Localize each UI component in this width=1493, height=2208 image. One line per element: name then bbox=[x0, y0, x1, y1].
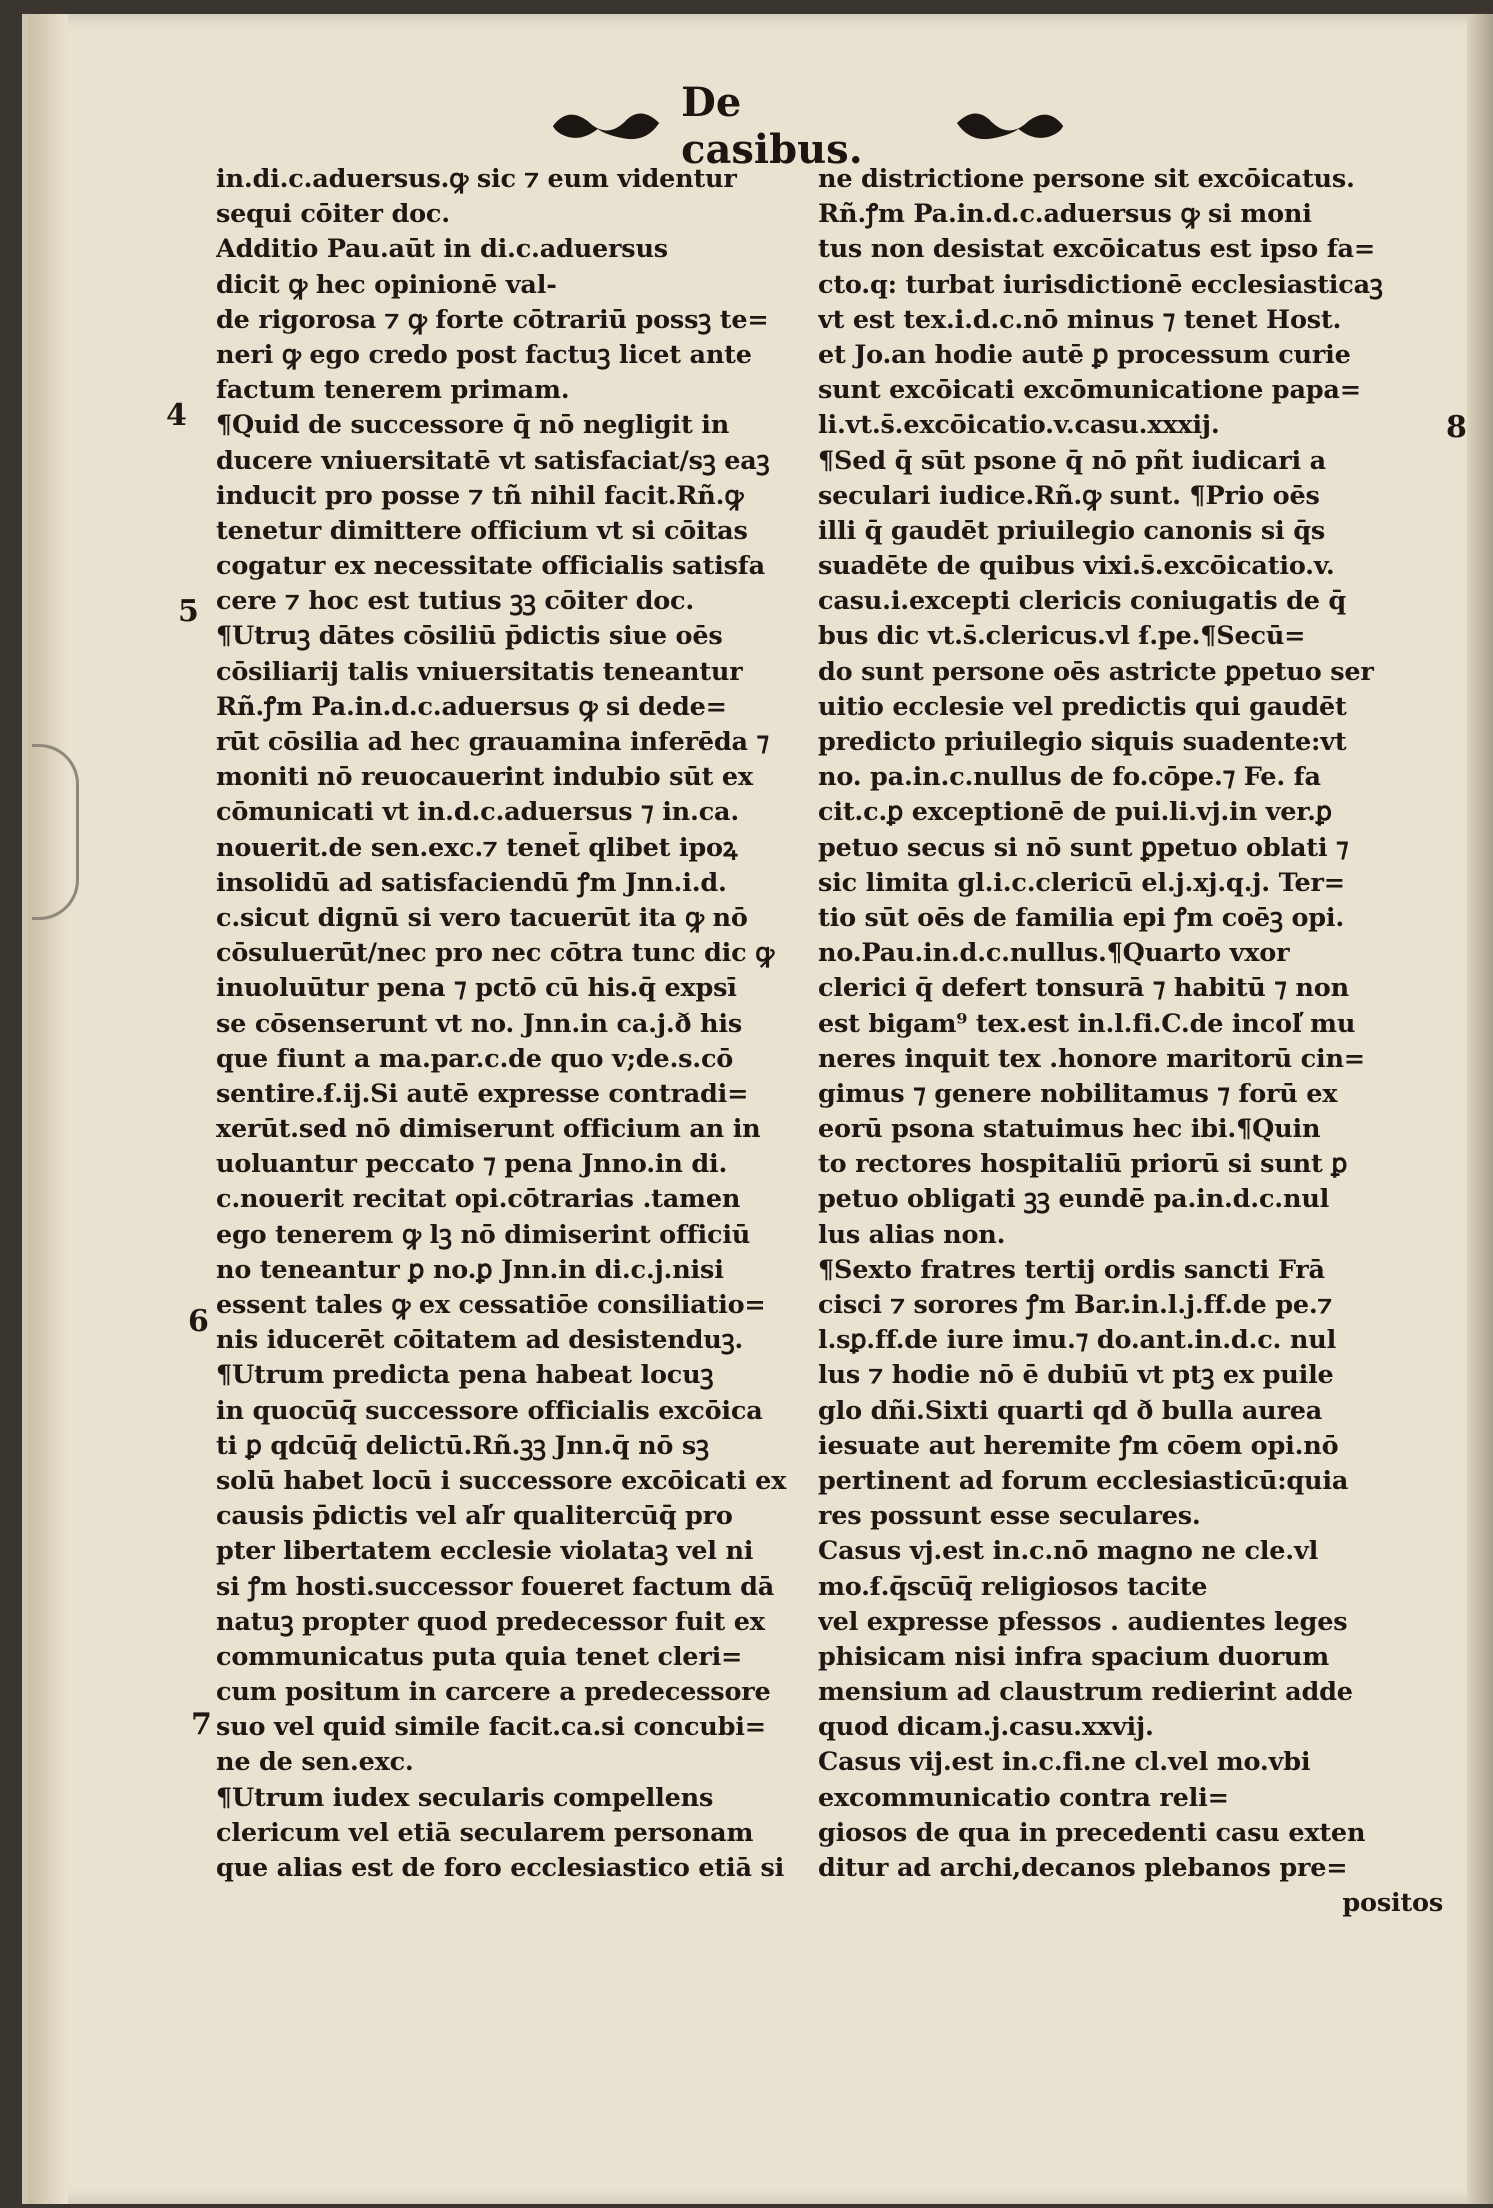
text-line: c.nouerit recitat opi.cōtrarias .tamen bbox=[216, 1184, 741, 1215]
text-line: Rñ.ꝭm Pa.in.d.c.aduersus ꝙ si dede= bbox=[216, 691, 727, 722]
left-ornament-icon bbox=[548, 101, 667, 151]
text-line: no teneantur ꝑ no.ꝑ Jnn.in di.c.j.nisi bbox=[216, 1254, 724, 1285]
text-line: petuo obligati ꝫꝫ eundē pa.in.d.c.nul bbox=[818, 1184, 1330, 1215]
text-line: phisicam nisi infra spacium duorum bbox=[818, 1641, 1330, 1672]
text-line: tus non desistat excōicatus est ipso fa= bbox=[818, 234, 1376, 265]
text-line: inuoluūtur pena ⁊ pctō cū his.q̄ expsī bbox=[216, 973, 737, 1004]
text-line: petuo secus si nō sunt ꝑpetuo oblati ⁊ bbox=[818, 832, 1349, 863]
text-line: gimus ⁊ genere nobilitamus ⁊ forū ex bbox=[818, 1078, 1338, 1109]
text-line: suo vel quid simile facit.ca.si concubi= bbox=[216, 1712, 766, 1743]
text-line: solū habet locū i successore excōicati ex bbox=[216, 1465, 787, 1496]
text-line: factum tenerem primam. bbox=[216, 375, 570, 406]
text-line: ¶Utrum iudex secularis compellens bbox=[216, 1782, 714, 1813]
text-line: ditur ad archi,decanos plebanos pre= bbox=[818, 1853, 1348, 1883]
right-text-column bbox=[818, 162, 1443, 1921]
text-line: se cōsenserunt vt no. Jnn.in ca.j.ð his bbox=[216, 1008, 743, 1039]
text-line: eorū psona statuimus hec ibi.¶Quin bbox=[818, 1114, 1321, 1145]
text-line: pertinent ad forum ecclesiasticū:quia bbox=[818, 1465, 1349, 1496]
page-spine-shadow bbox=[28, 14, 68, 2204]
text-line: uoluantur peccato ⁊ pena Jnno.in di. bbox=[216, 1149, 728, 1180]
text-line: casu.i.excepti clericis coniugatis de q̄ bbox=[818, 586, 1347, 617]
text-line: xerūt.sed nō dimiserunt officium an in bbox=[216, 1114, 761, 1145]
page-edge bbox=[1467, 14, 1493, 2204]
right-ornament-icon bbox=[949, 101, 1068, 151]
text-line: insolidū ad satisfaciendū ꝭm Jnn.i.d. bbox=[216, 867, 727, 898]
text-line: vel expresse pfessos . audientes leges bbox=[818, 1606, 1348, 1637]
text-line: communicatus puta quia tenet cleri= bbox=[216, 1641, 743, 1672]
text-line: neres inquit tex .honore maritorū cin= bbox=[818, 1043, 1365, 1074]
text-line: cum positum in carcere a predecessore bbox=[216, 1677, 771, 1708]
text-line: cōsiliarij talis vniuersitatis teneantur bbox=[216, 656, 743, 687]
header-title: De casibus. bbox=[681, 79, 863, 173]
text-line: res possunt esse seculares. bbox=[818, 1501, 1201, 1532]
left-text-column bbox=[216, 162, 826, 1886]
text-line: cere ⁊ hoc est tutius ꝫꝫ cōiter doc. bbox=[216, 586, 695, 617]
text-line: si ꝭm hosti.successor foueret factum dā bbox=[216, 1571, 775, 1602]
text-line: est bigam⁹ tex.est in.l.fi.C.de incol̕ mu bbox=[818, 1008, 1356, 1039]
text-line: seculari iudice.Rñ.ꝙ sunt. ¶Prio oēs bbox=[818, 480, 1320, 511]
text-line: glo dñi.Sixti quarti qd ð bulla aurea bbox=[818, 1395, 1323, 1426]
text-line: cit.c.ꝑ exceptionē de pui.li.vj.in ver.ꝑ bbox=[818, 797, 1332, 828]
text-line: sentire.ẜ.ij.Si autē expresse contradi= bbox=[216, 1078, 749, 1109]
text-line: tio sūt oēs de familia epi ꝭm coēꝫ opi. bbox=[818, 902, 1345, 933]
text-line: lus alias non. bbox=[818, 1219, 1006, 1250]
text-line: positos bbox=[1342, 1888, 1443, 1919]
text-line: clericum vel etiā secularem personam bbox=[216, 1817, 754, 1848]
text-line: illi q̄ gaudēt priuilegio canonis si q̄s bbox=[818, 515, 1325, 546]
text-line: mensium ad claustrum redierint adde bbox=[818, 1677, 1353, 1708]
text-line: que alias est de foro ecclesiastico etiā si bbox=[216, 1853, 785, 1883]
text-line: excommunicatio contra reli= bbox=[818, 1782, 1229, 1813]
text-line: in.di.c.aduersus.ꝙ sic ⁊ eum videntur bbox=[216, 164, 737, 194]
margin-number-5: 5 bbox=[178, 594, 199, 629]
text-line: cōmunicati vt in.d.c.aduersus ⁊ in.ca. bbox=[216, 797, 740, 828]
running-header bbox=[548, 79, 1068, 173]
text-line: iesuate aut heremite ꝭm cōem opi.nō bbox=[818, 1430, 1339, 1461]
text-line: mo.ẜ.q̄scūq̄ religiosos tacite bbox=[818, 1571, 1208, 1602]
text-line: Rñ.ꝭm Pa.in.d.c.aduersus ꝙ si moni bbox=[818, 199, 1312, 230]
text-line: ¶Utrum predicta pena habeat locuꝫ bbox=[216, 1360, 714, 1391]
text-line: natuꝫ propter quod predecessor fuit ex bbox=[216, 1606, 765, 1637]
text-line: no.Pau.in.d.c.nullus.¶Quarto vxor bbox=[818, 938, 1290, 969]
text-line: que fiunt a ma.par.c.de quo v;de.s.cō bbox=[216, 1043, 734, 1074]
margin-number-6: 6 bbox=[188, 1304, 209, 1339]
text-line: in quocūq̄ successore officialis excōica bbox=[216, 1395, 763, 1426]
clasp-outline bbox=[32, 744, 79, 920]
book-page bbox=[22, 14, 1493, 2204]
margin-number-4: 4 bbox=[166, 398, 187, 433]
margin-number-8: 8 bbox=[1446, 410, 1467, 445]
text-line: ducere vniuersitatē vt satisfaciat/sꝫ eaꝫ bbox=[216, 445, 770, 476]
text-line: li.vt.s̄.excōicatio.v.casu.xxxij. bbox=[818, 410, 1220, 441]
text-line: ne districtione persone sit excōicatus. bbox=[818, 164, 1355, 194]
text-line: ¶Utruꝫ dātes cōsiliū p̄dictis siue oēs bbox=[216, 621, 723, 652]
text-line: nis iducerēt cōitatem ad desistenduꝫ. bbox=[216, 1325, 744, 1356]
text-line: de rigorosa ⁊ ꝙ forte cōtrariū possꝫ te= bbox=[216, 304, 769, 335]
text-line: vt est tex.i.d.c.nō minus ⁊ tenet Host. bbox=[818, 304, 1342, 335]
text-line: quod dicam.j.casu.xxvij. bbox=[818, 1712, 1154, 1743]
text-line: bus dic vt.s̄.clericus.vl ẜ.pe.¶Secū= bbox=[818, 621, 1306, 652]
text-line: tenetur dimittere officium vt si cōitas bbox=[216, 515, 748, 546]
text-line: ¶Sed q̄ sūt psone q̄ nō pñt iudicari a bbox=[818, 445, 1326, 476]
text-line: ¶Sexto fratres tertij ordis sancti Frā bbox=[818, 1254, 1325, 1285]
text-line: sequi cōiter doc. bbox=[216, 199, 450, 230]
text-line: moniti nō reuocauerint indubio sūt ex bbox=[216, 762, 753, 793]
text-line: sic limita gl.i.c.clericū el.j.xj.q.j. Ter= bbox=[818, 867, 1345, 898]
text-line: Additio Pau.aūt in di.c.aduersus bbox=[216, 234, 668, 265]
text-line: suadēte de quibus vixi.s̄.excōicatio.v. bbox=[818, 551, 1335, 582]
text-line: ne de sen.exc. bbox=[216, 1747, 414, 1778]
text-line: inducit pro posse ⁊ tñ nihil facit.Rñ.ꝙ bbox=[216, 480, 744, 511]
text-line: pter libertatem ecclesie violataꝫ vel ni bbox=[216, 1536, 754, 1567]
text-line: rūt cōsilia ad hec grauamina inferēda ⁊ bbox=[216, 727, 770, 757]
text-line: cisci ⁊ sorores ꝭm Bar.in.l.j.ff.de pe.⁊ bbox=[818, 1290, 1332, 1320]
text-line: no. pa.in.c.nullus de fo.cōpe.⁊ Fe. fa bbox=[818, 762, 1321, 793]
text-line: lus ⁊ hodie nō ē dubiū vt ptꝫ ex puile bbox=[818, 1360, 1334, 1391]
text-line: ego tenerem ꝙ lꝫ nō dimiserint officiū bbox=[216, 1219, 751, 1250]
text-line: cogatur ex necessitate officialis satisfa bbox=[216, 551, 765, 582]
margin-number-7: 7 bbox=[191, 1707, 212, 1742]
text-line: Casus vij.est in.c.fi.ne cl.vel mo.vbi bbox=[818, 1747, 1311, 1778]
text-line: clerici q̄ defert tonsurā ⁊ habitū ⁊ non bbox=[818, 973, 1349, 1004]
text-line: predicto priuilegio siquis suadente:vt bbox=[818, 727, 1347, 757]
text-line: Casus vj.est in.c.nō magno ne cle.vl bbox=[818, 1536, 1319, 1567]
text-line: nouerit.de sen.exc.⁊ tenet̄ qlibet ipoꝝ bbox=[216, 832, 738, 863]
text-line: neri ꝙ ego credo post factuꝫ licet ante bbox=[216, 339, 752, 370]
text-line: do sunt persone oēs astricte ꝑpetuo ser bbox=[818, 656, 1374, 687]
text-line: sunt excōicati excōmunicatione papa= bbox=[818, 375, 1361, 406]
text-line: c.sicut dignū si vero tacuerūt ita ꝙ nō bbox=[216, 902, 748, 933]
text-line: ¶Quid de successore q̄ nō negligit in bbox=[216, 410, 730, 441]
text-line: cōsuluerūt/nec pro nec cōtra tunc dic ꝙ bbox=[216, 938, 775, 969]
text-line: cto.q: turbat iurisdictionē ecclesiasticaꝫ bbox=[818, 269, 1383, 300]
text-line: uitio ecclesie vel predictis qui gaudēt bbox=[818, 691, 1347, 722]
text-line: essent tales ꝙ ex cessatiōe consiliatio= bbox=[216, 1290, 766, 1320]
text-line: causis p̄dictis vel al̕r qualitercūq̄ pro bbox=[216, 1501, 733, 1532]
text-line: giosos de qua in precedenti casu exten bbox=[818, 1817, 1366, 1848]
text-line: dicit ꝙ hec opinionē val- bbox=[216, 269, 557, 300]
text-line: et Jo.an hodie autē ꝑ processum curie bbox=[818, 339, 1351, 370]
text-line: l.sꝑ.ff.de iure imu.⁊ do.ant.in.d.c. nul bbox=[818, 1325, 1337, 1356]
text-line: ti ꝑ qdcūq̄ delictū.Rñ.ꝫꝫ Jnn.q̄ nō sꝫ bbox=[216, 1430, 709, 1461]
text-line: to rectores hospitaliū priorū si sunt ꝑ bbox=[818, 1149, 1348, 1180]
